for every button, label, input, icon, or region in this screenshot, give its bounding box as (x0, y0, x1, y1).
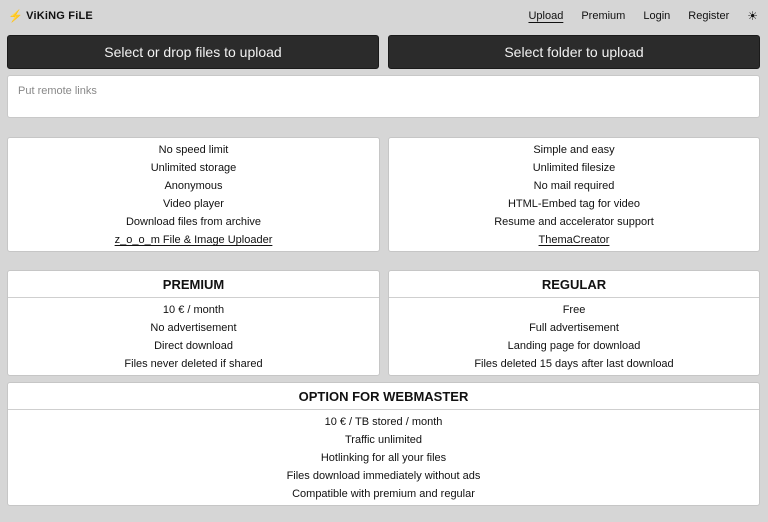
plan-line: Files never deleted if shared (124, 358, 263, 370)
feature-item: Unlimited filesize (532, 162, 616, 174)
feature-item: Resume and accelerator support (494, 216, 654, 228)
regular-plan-card (388, 270, 760, 376)
select-files-button[interactable]: Select or drop files to upload (7, 35, 379, 69)
premium-title: PREMIUM (8, 271, 379, 298)
feature-item: No mail required (533, 180, 615, 192)
feature-item: Anonymous (164, 180, 223, 192)
nav-premium[interactable]: Premium (581, 10, 626, 22)
plan-line: Landing page for download (507, 340, 641, 352)
feature-item: No speed limit (158, 144, 229, 156)
features-left-card (7, 137, 380, 252)
feature-item: Download files from archive (125, 216, 262, 228)
themacreator-link[interactable]: ThemaCreator (538, 234, 610, 246)
logo[interactable] (8, 10, 93, 22)
nav-login[interactable]: Login (643, 10, 671, 22)
main-nav (528, 9, 760, 23)
feature-item: Unlimited storage (150, 162, 237, 174)
plan-line: No advertisement (150, 322, 237, 334)
plan-line: 10 € / TB stored / month (324, 416, 443, 428)
plan-line: Traffic unlimited (344, 434, 423, 446)
plan-line: Compatible with premium and regular (292, 488, 475, 500)
features-right-card (388, 137, 760, 252)
webmaster-option-card (7, 382, 760, 506)
plan-line: Direct download (154, 340, 233, 352)
nav-upload[interactable]: Upload (528, 10, 564, 22)
nav-register[interactable]: Register (688, 10, 730, 22)
select-folder-button[interactable]: Select folder to upload (388, 35, 760, 69)
plan-line: Files deleted 15 days after last download (474, 358, 674, 370)
zoom-uploader-link[interactable]: z_o_o_m File & Image Uploader (114, 234, 273, 246)
lightning-bolt-icon: ⚡ (8, 9, 24, 23)
plan-line: Free (562, 304, 586, 316)
plan-line: 10 € / month (162, 304, 225, 316)
regular-title: REGULAR (389, 271, 759, 298)
feature-item: Simple and easy (533, 144, 615, 156)
plan-line: Full advertisement (529, 322, 619, 334)
feature-item: HTML-Embed tag for video (507, 198, 641, 210)
plan-line: Files download immediately without ads (286, 470, 481, 482)
sun-icon[interactable]: ☀ (747, 9, 758, 23)
remote-links-input[interactable]: Put remote links (7, 75, 760, 118)
top-bar (0, 0, 768, 32)
feature-item: Video player (163, 198, 224, 210)
logo-text: ViKiNG FiLE (26, 10, 93, 22)
plan-line: Hotlinking for all your files (320, 452, 447, 464)
webmaster-title: OPTION FOR WEBMASTER (8, 383, 759, 410)
premium-plan-card (7, 270, 380, 376)
